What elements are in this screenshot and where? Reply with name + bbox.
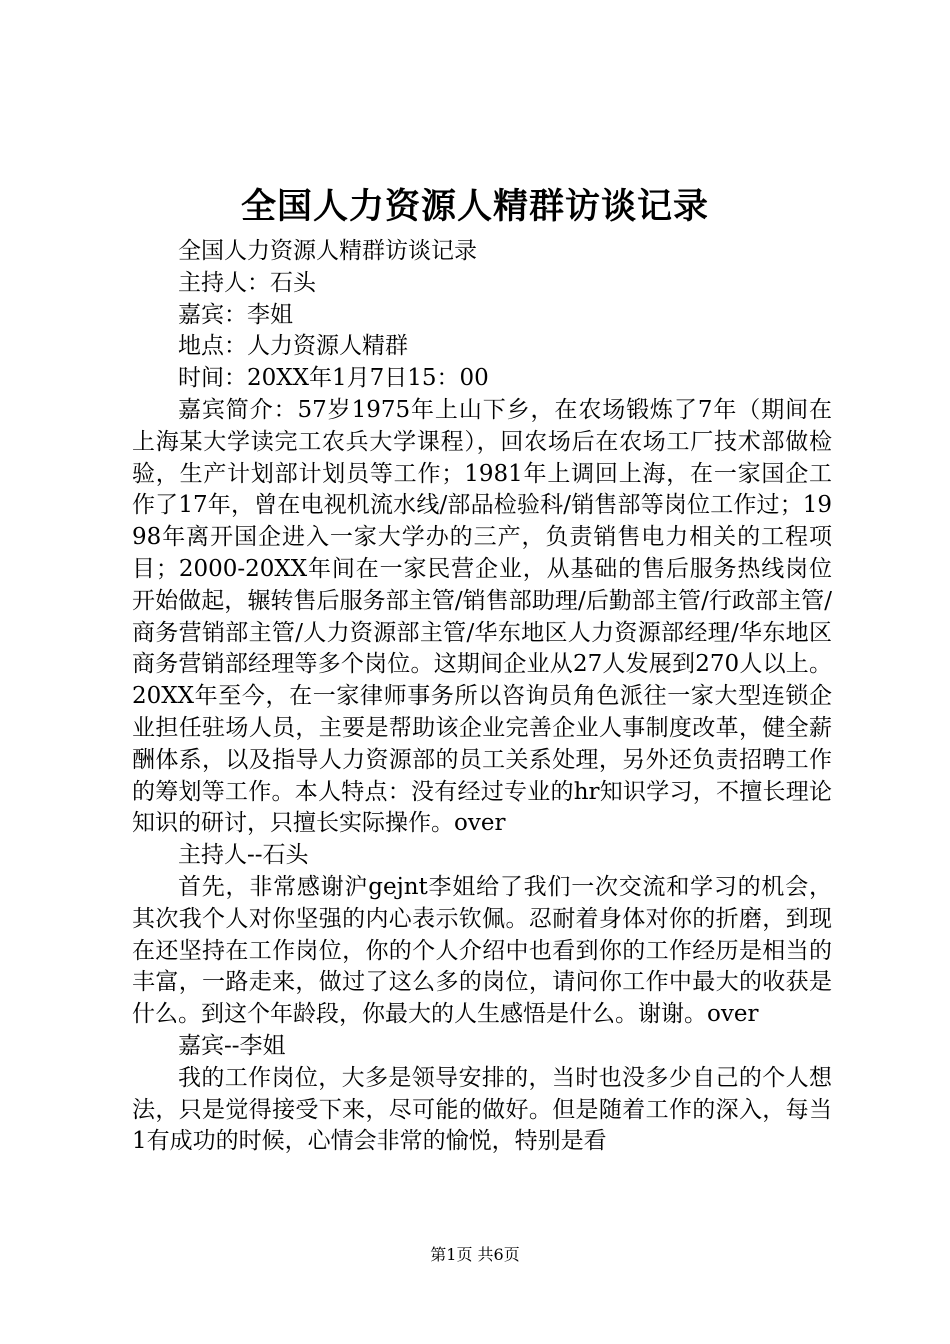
document-title: 全国人力资源人精群访谈记录 — [240, 186, 709, 227]
paragraph-host-label: 主持人--石头 — [178, 842, 309, 869]
paragraph-guest-answer: 我的工作岗位，大多是领导安排的，当时也没多少自己的个人想法，只是觉得接受下来，尽可能的做好。但是随着工作的深入，每当1有成功的时候，心情会非常的愉悦，特别是看 — [132, 1064, 832, 1155]
document-body — [132, 236, 832, 1158]
paragraph-guest-intro: 嘉宾简介：57岁1975年上山下乡，在农场锻炼了7年（期间在上海某大学读完工农兵大学课程），回农场后在农场工厂技术部做检验，生产计划部计划员等工作；1981年上调回上海，在一家国企工作了17年，曾在电视机流水线/部品检验科/销售部等岗位工作过；1998年离开国企进入一家大学办的三产，负责销售电力相关的工程项目；2000-20XX年间在一家民营企业，从基础的售后服务热线岗位开始做起，辗转售后服务部主管/销售部助理/后勤部主管/行政部主管/商务营销部主管/人力资源部主管/华东地区人力资源部经理/华东地区商务营销部经理等多个岗位。这期间企业从27人发展到270人以上。20XX年至今，在一家律师事务所以咨询员角色派往一家大型连锁企业担任驻场人员，主要是帮助该企业完善企业人事制度改革，健全薪酬体系，以及指导人力资源部的员工关系处理，另外还负责招聘工作的筹划等工作。本人特点：没有经过专业的hr知识学习，不擅长理论知识的研讨，只擅长实际操作。over — [132, 396, 832, 837]
paragraph-host-question: 首先，非常感谢沪gejnt李姐给了我们一次交流和学习的机会，其次我个人对你坚强的内心表示钦佩。忍耐着身体对你的折磨，到现在还坚持在工作岗位，你的个人介绍中也看到你的工作经历是相当的丰富，一路走来，做过了这么多的岗位，请问你工作中最大的收获是什么。到这个年龄段，你最大的人生感悟是什么。谢谢。over — [132, 873, 832, 1028]
paragraph-guest: 嘉宾：李姐 — [178, 301, 293, 328]
paragraph-guest-label: 嘉宾--李姐 — [178, 1032, 286, 1059]
paragraph-heading: 全国人力资源人精群访谈记录 — [178, 238, 477, 264]
paragraph-host: 主持人：石头 — [178, 269, 316, 296]
paragraph-location: 地点：人力资源人精群 — [178, 333, 408, 360]
page-footer: 第1页 共6页 — [430, 1245, 520, 1264]
paragraph-time: 时间：20XX年1月7日15：00 — [178, 365, 489, 392]
